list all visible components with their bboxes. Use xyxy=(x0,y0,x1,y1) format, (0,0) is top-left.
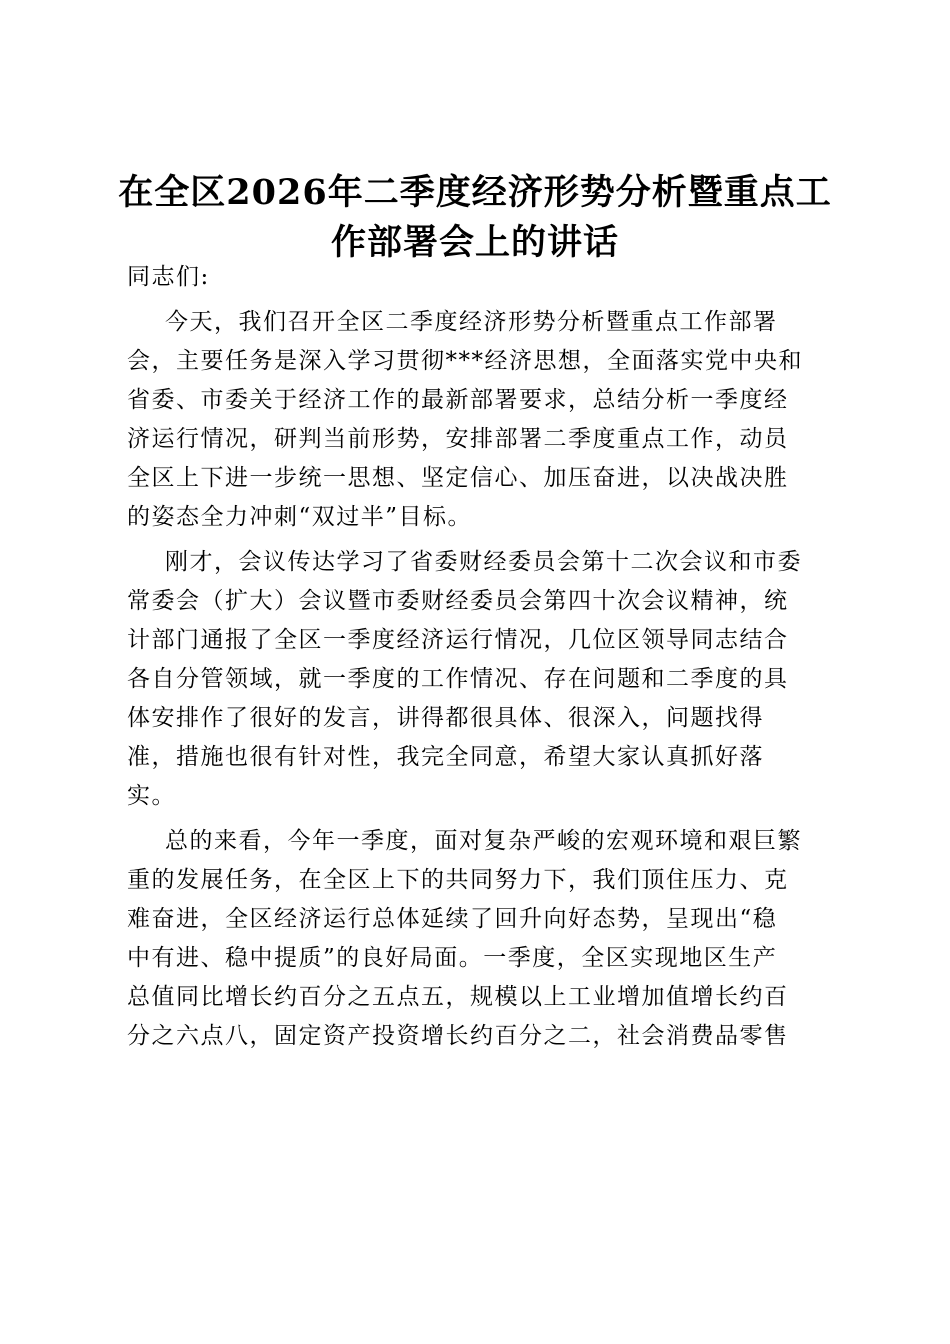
paragraph-2 xyxy=(127,543,832,816)
paragraph-line: 重的发展任务，在全区上下的共同努力下，我们顶住压力、克 xyxy=(127,867,789,893)
paragraph-line: 全区上下进一步统一思想、坚定信心、加压奋进，以决战决胜 xyxy=(127,465,789,491)
paragraph-line: 中有进、稳中提质”的良好局面。一季度，全区实现地区生产 xyxy=(127,945,778,971)
title-line: 作部署会上的讲话 xyxy=(330,222,619,263)
paragraph-line: 会，主要任务是深入学习贯彻***经济思想，全面落实党中央和 xyxy=(127,348,803,374)
paragraph-3 xyxy=(127,822,832,1056)
paragraph-line: 体安排作了很好的发言，讲得都很具体、很深入，问题找得 xyxy=(127,705,764,731)
paragraph-line: 今天，我们召开全区二季度经济形势分析暨重点工作部署 xyxy=(165,309,778,335)
title-line: 在全区2026年二季度经济形势分析暨重点工 xyxy=(118,172,832,213)
paragraph-line: 各自分管领域，就一季度的工作情况、存在问题和二季度的具 xyxy=(127,666,789,692)
paragraph-line: 计部门通报了全区一季度经济运行情况，几位区领导同志结合 xyxy=(127,627,789,653)
salutation: 同志们: xyxy=(127,264,210,290)
paragraph-1 xyxy=(127,303,832,537)
paragraph-line: 总的来看，今年一季度，面对复杂严峻的宏观环境和艰巨繁 xyxy=(165,828,802,854)
page-title xyxy=(110,168,840,268)
paragraph-line: 常委会（扩大）会议暨市委财经委员会第四十次会议精神，统 xyxy=(127,588,789,614)
paragraph-line: 省委、市委关于经济工作的最新部署要求，总结分析一季度经 xyxy=(127,387,789,413)
paragraph-line: 总值同比增长约百分之五点五，规模以上工业增加值增长约百 xyxy=(127,984,789,1010)
paragraph-line: 分之六点八，固定资产投资增长约百分之二，社会消费品零售 xyxy=(127,1023,789,1049)
paragraph-line: 刚才，会议传达学习了省委财经委员会第十二次会议和市委 xyxy=(165,549,802,575)
paragraph-line: 的姿态全力冲刺“双过半”目标。 xyxy=(127,504,473,530)
speech-body xyxy=(127,258,832,1056)
paragraph-line: 难奋进，全区经济运行总体延续了回升向好态势，呈现出“稳 xyxy=(127,906,778,932)
paragraph-line: 准，措施也很有针对性，我完全同意，希望大家认真抓好落 xyxy=(127,744,764,770)
paragraph-line: 济运行情况，研判当前形势，安排部署二季度重点工作，动员 xyxy=(127,426,789,452)
paragraph-line: 实。 xyxy=(127,783,176,809)
